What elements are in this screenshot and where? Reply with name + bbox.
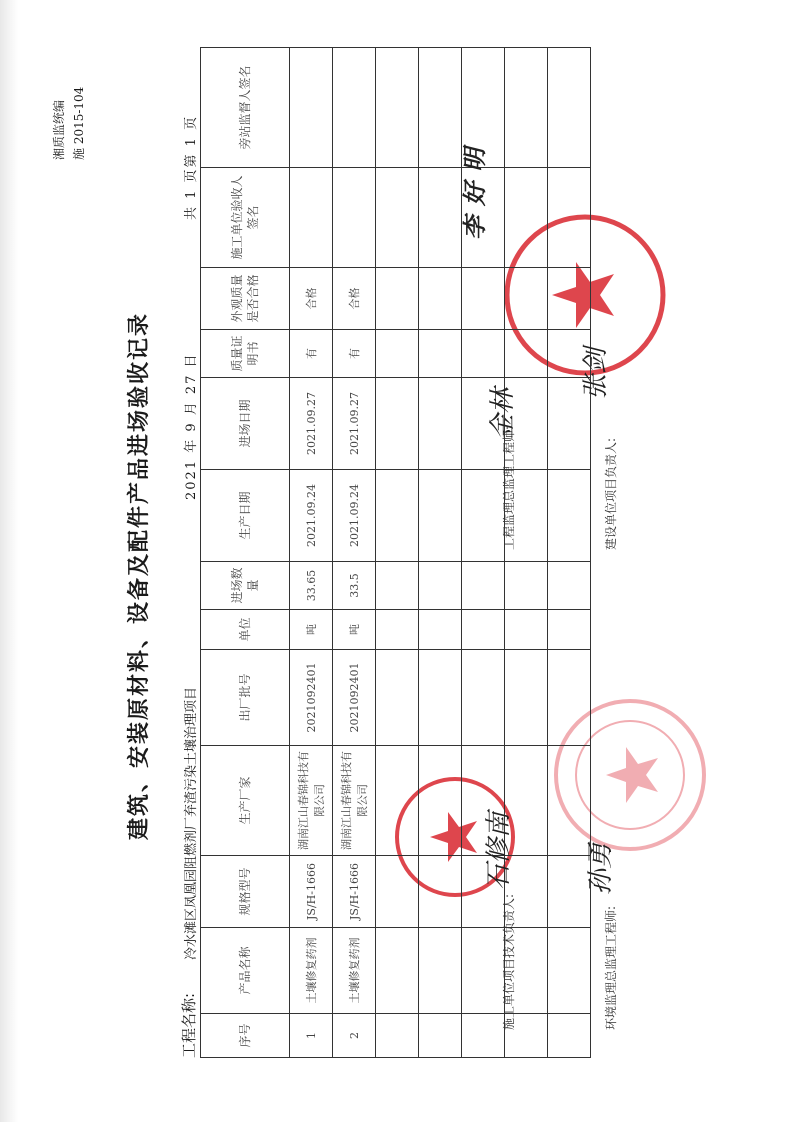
record-date: 2021 年 9 月 27 日	[184, 352, 199, 500]
cell-manufacturer: 湖南江山春锦科技有限公司	[333, 746, 376, 856]
cell-spec: JS/H-1666	[290, 856, 333, 928]
cell-entry-date	[376, 378, 419, 470]
owner-project-lead-label: 建设单位项目负责人:	[604, 437, 618, 550]
cell-appearance	[376, 268, 419, 330]
env-supervisor-label: 环境监理总监理工程师:	[604, 905, 618, 1030]
cell-quantity	[548, 562, 591, 610]
cell-appearance	[462, 268, 505, 330]
cell-index	[419, 1014, 462, 1058]
cell-contractor-sign	[290, 168, 333, 268]
header-certificate: 质量证明书	[201, 330, 290, 378]
cell-batch	[462, 650, 505, 746]
cell-production-date: 2021.09.24	[290, 470, 333, 562]
header-quantity: 进场数量	[201, 562, 290, 610]
cell-batch	[505, 650, 548, 746]
header-entry-date: 进场日期	[201, 378, 290, 470]
cell-appearance	[548, 268, 591, 330]
cell-production-date	[548, 470, 591, 562]
cell-quantity	[419, 562, 462, 610]
cell-batch	[419, 650, 462, 746]
cell-product-name	[376, 928, 419, 1014]
cell-certificate	[462, 330, 505, 378]
cell-entry-date: 2021.09.27	[333, 378, 376, 470]
table-row	[376, 48, 419, 1058]
cell-appearance	[419, 268, 462, 330]
project-name-value: 冷水滩区凤凰园阻燃剂厂弃渣污染土壤治理项目	[184, 686, 199, 960]
cell-unit	[462, 610, 505, 650]
cell-unit	[376, 610, 419, 650]
cell-spec: JS/H-1666	[333, 856, 376, 928]
cell-production-date: 2021.09.24	[333, 470, 376, 562]
contractor-tech-lead-label: 施工单位项目技术负责人:	[502, 893, 516, 1030]
header-batch: 出厂批号	[201, 650, 290, 746]
header-index: 序号	[201, 1014, 290, 1058]
cell-unit: 吨	[333, 610, 376, 650]
table-row	[333, 48, 376, 1058]
cell-manufacturer	[376, 746, 419, 856]
cell-manufacturer: 湖南江山春锦科技有限公司	[290, 746, 333, 856]
form-number: 施 2015-104	[72, 86, 86, 160]
witness-signature: 李好明	[461, 138, 489, 240]
cell-quantity	[462, 562, 505, 610]
owner-project-lead-signature: 张剑	[581, 347, 611, 400]
cell-quantity	[505, 562, 548, 610]
cell-product-name	[419, 928, 462, 1014]
page-info: 共 1 页第 1 页	[184, 114, 199, 220]
table-row	[290, 48, 333, 1058]
cell-manufacturer	[548, 746, 591, 856]
cell-contractor-sign	[548, 168, 591, 268]
header-witness-sign: 旁站监督人签名	[201, 48, 290, 168]
cell-index	[376, 1014, 419, 1058]
cell-unit	[505, 610, 548, 650]
form-org-code: 湘质监统编	[52, 99, 66, 160]
cell-quantity: 33.5	[333, 562, 376, 610]
cell-spec	[376, 856, 419, 928]
cell-certificate: 有	[290, 330, 333, 378]
cell-contractor-sign	[505, 168, 548, 268]
env-supervisor-signature: 孙勇	[586, 842, 616, 895]
cell-unit	[548, 610, 591, 650]
cell-product-name: 土壤修复药剂	[333, 928, 376, 1014]
cell-batch	[548, 650, 591, 746]
table-header-row	[201, 48, 290, 1058]
cell-appearance	[505, 268, 548, 330]
cell-index: 1	[290, 1014, 333, 1058]
header-contractor-sign: 施工单位验收人签名	[201, 168, 290, 268]
header-product-name: 产品名称	[201, 928, 290, 1014]
cell-production-date	[462, 470, 505, 562]
acceptance-record-table	[200, 47, 591, 1058]
document-title: 建筑、安装原材料、设备及配件产品进场验收记录	[127, 311, 152, 840]
cell-entry-date	[419, 378, 462, 470]
cell-batch: 2021092401	[290, 650, 333, 746]
cell-spec	[419, 856, 462, 928]
cell-witness-sign	[290, 48, 333, 168]
project-name-label: 工程名称:	[180, 992, 198, 1058]
cell-product-name	[548, 928, 591, 1014]
cell-unit	[419, 610, 462, 650]
cell-entry-date: 2021.09.27	[290, 378, 333, 470]
cell-product-name: 土壤修复药剂	[290, 928, 333, 1014]
cell-witness-sign	[376, 48, 419, 168]
cell-quantity	[376, 562, 419, 610]
cell-index: 2	[333, 1014, 376, 1058]
cell-batch: 2021092401	[333, 650, 376, 746]
cell-index	[548, 1014, 591, 1058]
cell-certificate	[419, 330, 462, 378]
cell-quantity: 33.65	[290, 562, 333, 610]
cell-index	[462, 1014, 505, 1058]
cell-production-date	[419, 470, 462, 562]
cell-unit: 吨	[290, 610, 333, 650]
header-spec: 规格型号	[201, 856, 290, 928]
cell-witness-sign	[548, 48, 591, 168]
cell-appearance: 合格	[290, 268, 333, 330]
rotated-document-sheet	[30, 50, 750, 1090]
cell-contractor-sign	[376, 168, 419, 268]
cell-manufacturer	[419, 746, 462, 856]
header-unit: 单位	[201, 610, 290, 650]
cell-witness-sign	[505, 48, 548, 168]
cell-contractor-sign	[333, 168, 376, 268]
chief-supervisor-signature: 金林	[488, 387, 518, 440]
cell-certificate	[505, 330, 548, 378]
header-appearance: 外观质量是否合格	[201, 268, 290, 330]
cell-witness-sign	[333, 48, 376, 168]
cell-product-name	[462, 928, 505, 1014]
cell-appearance: 合格	[333, 268, 376, 330]
cell-batch	[376, 650, 419, 746]
chief-supervisor-label: 工程监理总监理工程师:	[502, 425, 516, 550]
header-production-date: 生产日期	[201, 470, 290, 562]
contractor-tech-lead-signature: 石修南	[484, 811, 514, 890]
cell-certificate: 有	[333, 330, 376, 378]
cell-production-date	[376, 470, 419, 562]
header-manufacturer: 生产厂家	[201, 746, 290, 856]
scan-edge	[0, 0, 18, 1122]
table-row	[548, 48, 591, 1058]
cell-certificate	[376, 330, 419, 378]
